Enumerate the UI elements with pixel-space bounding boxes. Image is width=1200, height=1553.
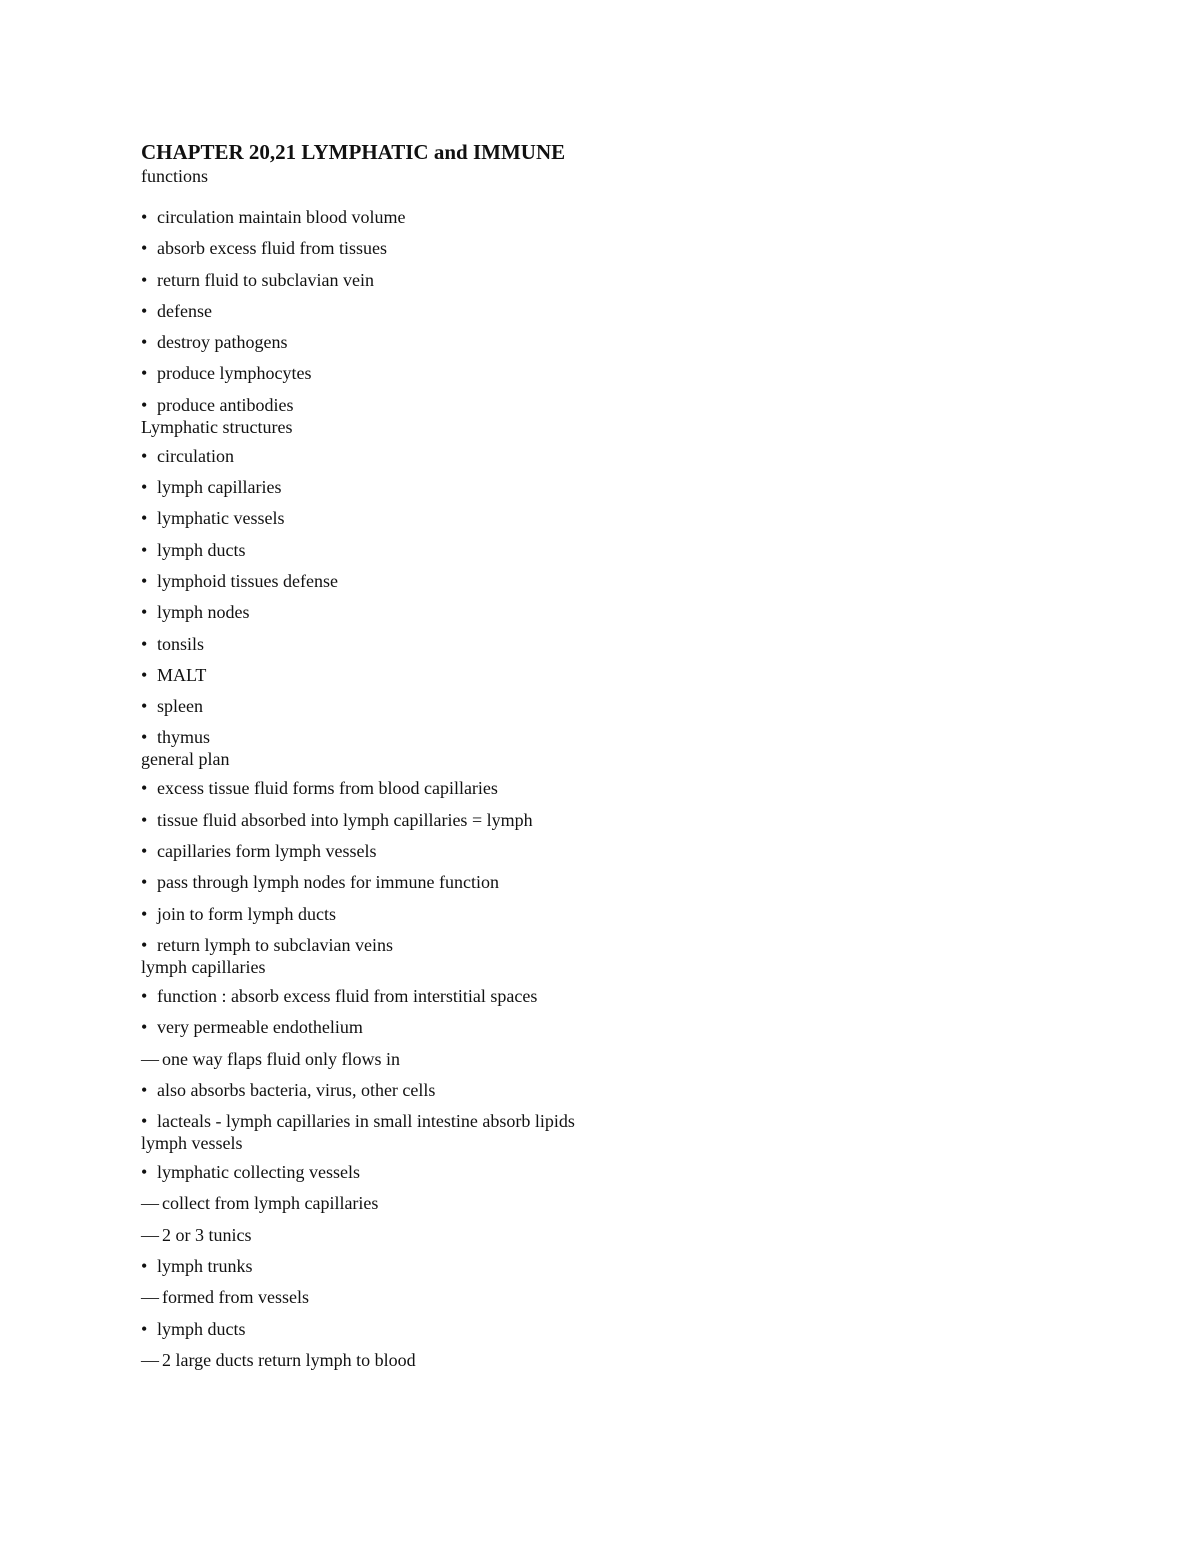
bullet-icon: • — [141, 696, 148, 717]
bullet-icon: • — [141, 778, 148, 799]
list-item-text: destroy pathogens — [157, 332, 288, 353]
bullet-icon: • — [141, 1111, 148, 1132]
bullet-icon: • — [141, 809, 148, 830]
bullet-icon: • — [141, 633, 148, 654]
list-item — [141, 331, 1041, 353]
list-item — [141, 1255, 1041, 1277]
list-item-text: lacteals - lymph capillaries in small intestine absorb lipids — [157, 1111, 575, 1132]
list-item-text: lymphatic vessels — [157, 508, 285, 529]
bullet-icon: • — [141, 300, 148, 321]
bullet-icon: • — [141, 207, 148, 227]
list-item-text: return lymph to subclavian veins — [157, 934, 393, 955]
bullet-icon: • — [141, 1017, 148, 1038]
bullet-icon: • — [141, 570, 148, 591]
list-item-text: thymus — [157, 727, 211, 748]
list-item — [141, 1349, 1041, 1371]
list-item — [141, 695, 1041, 717]
list-item — [141, 601, 1041, 623]
list-item-text: return fluid to subclavian vein — [157, 269, 374, 290]
list-item-text: lymph ducts — [157, 539, 246, 560]
bullet-icon: • — [141, 445, 148, 466]
bullet-icon: • — [141, 903, 148, 924]
list-item-text: circulation maintain blood volume — [157, 207, 406, 227]
dash-marker-icon: — — [141, 1287, 159, 1308]
bullet-icon: • — [141, 841, 148, 862]
list-item — [141, 777, 1041, 799]
list-item-text: spleen — [157, 696, 203, 717]
bullet-icon: • — [141, 1079, 148, 1100]
list-item — [141, 539, 1041, 561]
list-item — [141, 1110, 1041, 1132]
list-item-text: one way flaps fluid only flows in — [162, 1048, 400, 1069]
list-item — [141, 633, 1041, 655]
list-item — [141, 903, 1041, 925]
list-item-text: MALT — [157, 664, 207, 685]
dash-marker-icon: — — [141, 1193, 159, 1214]
list-item — [141, 362, 1041, 384]
bullet-icon: • — [141, 508, 148, 529]
list-item-text: tissue fluid absorbed into lymph capillaries = lymph — [157, 809, 533, 830]
list-item-text: tonsils — [157, 633, 205, 654]
list-item-text: produce lymphocytes — [157, 363, 312, 384]
section-heading: functions — [141, 166, 208, 186]
bullet-icon: • — [141, 539, 148, 560]
list-item-text: lymph ducts — [157, 1318, 246, 1339]
list-item — [141, 445, 1041, 467]
bullet-icon: • — [141, 727, 148, 748]
list-item-text: defense — [157, 300, 212, 321]
bullet-icon: • — [141, 332, 148, 353]
document-content — [141, 139, 1041, 1371]
list-item — [141, 206, 1041, 228]
bullet-icon: • — [141, 664, 148, 685]
section-heading: lymph capillaries — [141, 956, 266, 977]
list-item-text: lymphatic collecting vessels — [157, 1162, 360, 1183]
list-item-text: 2 or 3 tunics — [162, 1224, 252, 1245]
chapter-title: CHAPTER 20,21 LYMPHATIC and IMMUNE — [141, 140, 566, 164]
list-item — [141, 1016, 1041, 1038]
section-heading: lymph vessels — [141, 1133, 243, 1154]
bullet-icon: • — [141, 363, 148, 384]
bullet-icon: • — [141, 269, 148, 290]
list-item-text: function : absorb excess fluid from interstitial spaces — [157, 985, 538, 1006]
bullet-icon: • — [141, 238, 148, 259]
list-item-text: formed from vessels — [162, 1287, 309, 1308]
bullet-icon: • — [141, 985, 148, 1006]
dash-marker-icon: — — [141, 1349, 159, 1370]
list-item — [141, 476, 1041, 498]
list-item — [141, 269, 1041, 291]
bullet-icon: • — [141, 394, 148, 415]
bullet-icon: • — [141, 1318, 148, 1339]
list-item — [141, 934, 1041, 956]
list-item — [141, 1079, 1041, 1101]
bullet-icon: • — [141, 934, 148, 955]
list-item — [141, 1224, 1041, 1246]
section-list — [141, 165, 1041, 1371]
list-item — [141, 1318, 1041, 1340]
list-item — [141, 570, 1041, 592]
list-item — [141, 985, 1041, 1007]
list-item-text: pass through lymph nodes for immune function — [157, 872, 499, 893]
bullet-icon: • — [141, 1162, 148, 1183]
dash-marker-icon: — — [141, 1048, 159, 1069]
list-item — [141, 726, 1041, 748]
bullet-icon: • — [141, 872, 148, 893]
list-item — [141, 871, 1041, 893]
list-item-text: produce antibodies — [157, 394, 294, 415]
list-item — [141, 840, 1041, 862]
list-item-text: absorb excess fluid from tissues — [157, 238, 387, 259]
list-item — [141, 1048, 1041, 1070]
list-item-text: lymph capillaries — [157, 477, 282, 498]
list-item — [141, 1161, 1041, 1183]
bullet-icon: • — [141, 1256, 148, 1277]
section-heading: general plan — [141, 749, 230, 770]
list-item-text: capillaries form lymph vessels — [157, 841, 377, 862]
list-item — [141, 507, 1041, 529]
list-item-text: circulation — [157, 445, 234, 466]
list-item — [141, 300, 1041, 322]
list-item-text: also absorbs bacteria, virus, other cells — [157, 1079, 436, 1100]
list-item-text: collect from lymph capillaries — [162, 1193, 379, 1214]
list-item-text: 2 large ducts return lymph to blood — [162, 1349, 416, 1370]
list-item — [141, 237, 1041, 259]
section-heading: Lymphatic structures — [141, 416, 293, 437]
list-item-text: lymph nodes — [157, 602, 250, 623]
list-item-text: lymph trunks — [157, 1256, 253, 1277]
dash-marker-icon: — — [141, 1224, 159, 1245]
list-item — [141, 394, 1041, 416]
list-item-text: excess tissue fluid forms from blood capillaries — [157, 778, 498, 799]
list-item-text: lymphoid tissues defense — [157, 570, 338, 591]
list-item — [141, 664, 1041, 686]
list-item-text: very permeable endothelium — [157, 1017, 363, 1038]
bullet-icon: • — [141, 602, 148, 623]
list-item — [141, 1286, 1041, 1308]
list-item-text: join to form lymph ducts — [157, 903, 336, 924]
bullet-icon: • — [141, 477, 148, 498]
list-item — [141, 1192, 1041, 1214]
list-item — [141, 809, 1041, 831]
